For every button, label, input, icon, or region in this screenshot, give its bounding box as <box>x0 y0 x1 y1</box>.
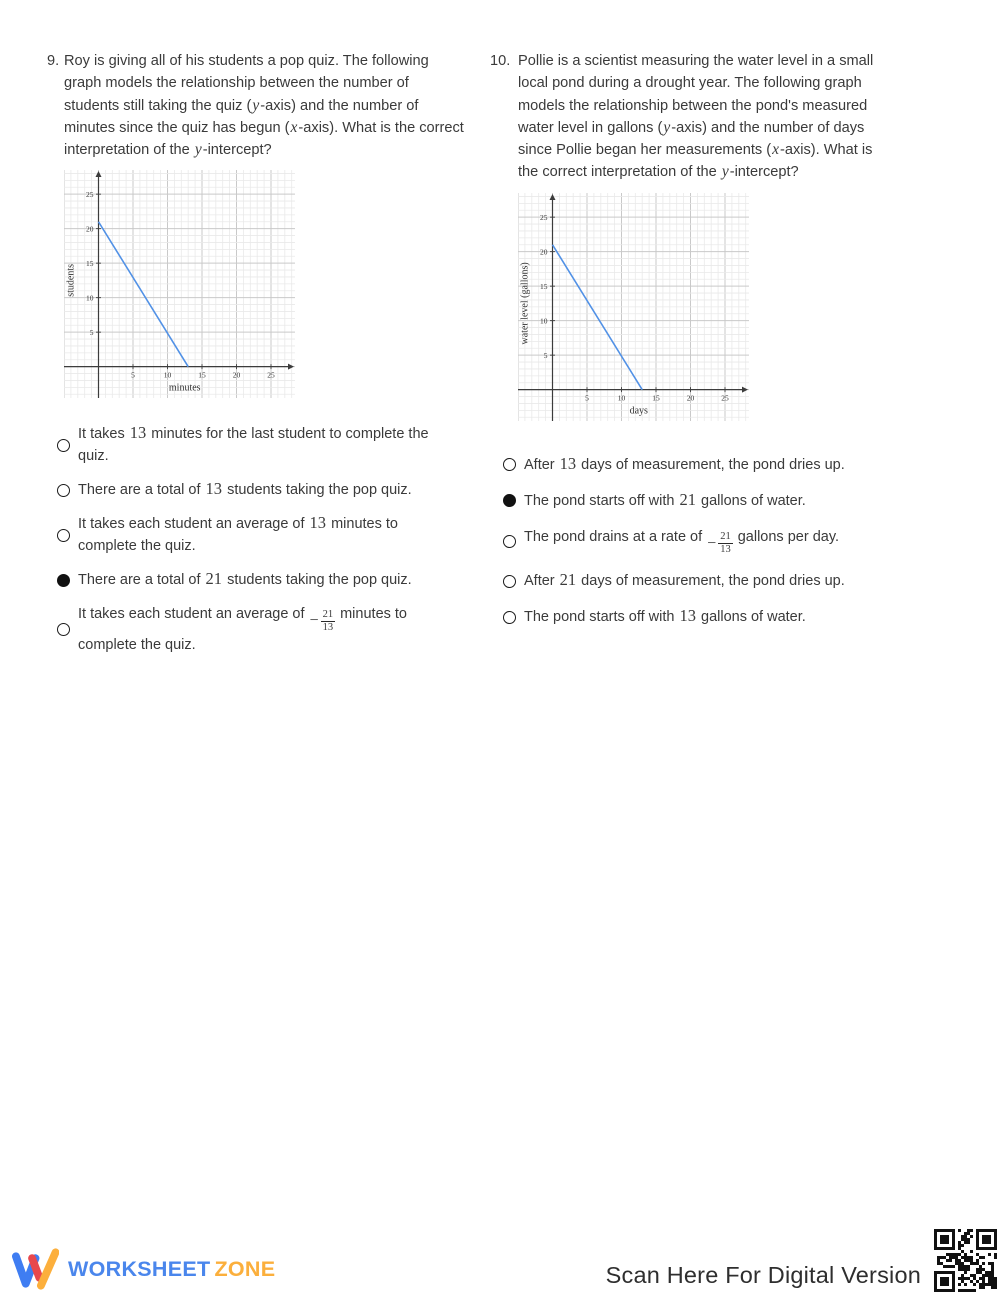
question-number: 9. <box>47 53 60 69</box>
svg-text:minutes: minutes <box>168 383 201 395</box>
option-text: It takes each student an average of − $\frac{21}{13}$ minutes to complete the quiz. <box>78 606 407 654</box>
math-value: 21 <box>679 489 696 509</box>
math-value: 13 <box>129 423 147 443</box>
radio-unselected-icon[interactable] <box>57 623 70 636</box>
svg-text:20: 20 <box>540 247 548 257</box>
svg-text:25: 25 <box>86 190 94 200</box>
svg-text:10: 10 <box>617 393 626 403</box>
svg-text:20: 20 <box>86 224 94 234</box>
svg-text:15: 15 <box>652 393 660 403</box>
svg-text:5: 5 <box>131 371 135 381</box>
answer-option[interactable] <box>503 570 955 592</box>
radio-unselected-icon[interactable] <box>503 575 516 588</box>
radio-selected-icon[interactable] <box>57 574 70 587</box>
svg-text:5: 5 <box>89 328 94 338</box>
svg-text:students: students <box>65 264 77 298</box>
svg-text:5: 5 <box>585 393 589 403</box>
math-value: 13 <box>559 453 577 473</box>
students-vs-minutes-graph <box>64 170 472 403</box>
radio-selected-icon[interactable] <box>503 494 516 507</box>
math-value: 13 <box>309 513 327 533</box>
option-text: The pond starts off with 13 gallons of water. <box>524 606 806 626</box>
answer-option[interactable] <box>503 490 955 512</box>
option-text: After 21 days of measurement, the pond dries up. <box>524 570 845 590</box>
svg-text:15: 15 <box>86 259 94 269</box>
answer-option[interactable] <box>57 513 472 557</box>
svg-text:days: days <box>629 405 648 417</box>
answer-option[interactable] <box>57 423 472 467</box>
answer-option[interactable] <box>503 454 955 476</box>
svg-text:20: 20 <box>686 393 695 403</box>
svg-text:5: 5 <box>543 350 548 360</box>
question-prompt: Pollie is a scientist measuring the water level in a small local pond during a drought year. The following graph models the relationship between the pond's measured water level in gallons (y-axis) and the number of days since Pollie began her measurements (x-axis). What is the correct interpretation of the y-intercept? <box>518 53 874 181</box>
math-fraction: − $\frac{21}{13}$ <box>309 608 334 633</box>
option-text: The pond starts off with 21 gallons of water. <box>524 489 806 509</box>
math-variable: y <box>663 118 671 136</box>
math-variable: y <box>194 141 202 159</box>
logo-text <box>68 1257 275 1282</box>
answer-option[interactable] <box>503 606 955 628</box>
math-value: 21 <box>205 569 223 589</box>
math-variable: y <box>252 96 260 114</box>
math-variable: y <box>721 163 729 181</box>
radio-unselected-icon[interactable] <box>503 458 516 471</box>
question-number: 10. <box>490 53 511 69</box>
svg-text:10: 10 <box>540 316 548 326</box>
scan-here-text: Scan Here For Digital Version <box>605 1262 921 1288</box>
option-text: The pond drains at a rate of − $\frac{21}{13}$ gallons per day. <box>524 528 840 556</box>
option-text: There are a total of 13 students taking the pop quiz. <box>78 479 412 499</box>
radio-unselected-icon[interactable] <box>57 439 70 452</box>
option-text: There are a total of 21 students taking the pop quiz. <box>78 569 412 589</box>
answer-options <box>503 454 955 629</box>
svg-text:15: 15 <box>198 371 206 381</box>
option-text: After 13 days of measurement, the pond dries up. <box>524 453 845 473</box>
worksheetzone-logo <box>12 1247 275 1291</box>
answer-option[interactable] <box>57 569 472 591</box>
water-level-vs-days-graph <box>518 193 955 426</box>
math-variable: x <box>772 141 779 159</box>
svg-text:water level (gallons): water level (gallons) <box>519 262 531 345</box>
svg-text:20: 20 <box>232 371 241 381</box>
radio-unselected-icon[interactable] <box>503 611 516 624</box>
question-9 <box>47 50 472 656</box>
question-10 <box>490 50 955 628</box>
option-text: It takes each student an average of 13 minutes to complete the quiz. <box>78 513 398 555</box>
radio-unselected-icon[interactable] <box>503 535 516 548</box>
answer-option[interactable] <box>503 526 955 557</box>
svg-text:25: 25 <box>540 212 548 222</box>
logo-w-icon <box>12 1247 59 1291</box>
math-value: 13 <box>679 606 696 626</box>
math-variable: x <box>290 118 298 136</box>
math-fraction: − $\frac{21}{13}$ <box>707 531 731 556</box>
radio-unselected-icon[interactable] <box>57 484 70 497</box>
math-value: 13 <box>205 479 223 499</box>
qr-code <box>934 1229 997 1292</box>
option-text: It takes 13 minutes for the last student to complete the quiz. <box>78 423 429 465</box>
svg-text:15: 15 <box>540 281 548 291</box>
svg-text:25: 25 <box>267 371 275 381</box>
logo-word-zone: ZONE <box>214 1256 276 1281</box>
answer-options <box>57 423 472 656</box>
question-prompt: Roy is giving all of his students a pop quiz. The following graph models the relationship between the number of students still taking the quiz (y-axis) and the number of minutes since the quiz has begun (x-axis). What is the correct interpretation of the y-intercept? <box>64 53 464 159</box>
radio-unselected-icon[interactable] <box>57 529 70 542</box>
footer-scan-area <box>606 1229 997 1292</box>
svg-text:10: 10 <box>163 371 172 381</box>
logo-word-worksheet: WORKSHEET <box>68 1256 211 1281</box>
math-value: 21 <box>559 570 577 590</box>
answer-option[interactable] <box>57 479 472 501</box>
svg-text:25: 25 <box>721 393 729 403</box>
answer-option[interactable] <box>57 603 472 656</box>
svg-text:10: 10 <box>86 293 94 303</box>
